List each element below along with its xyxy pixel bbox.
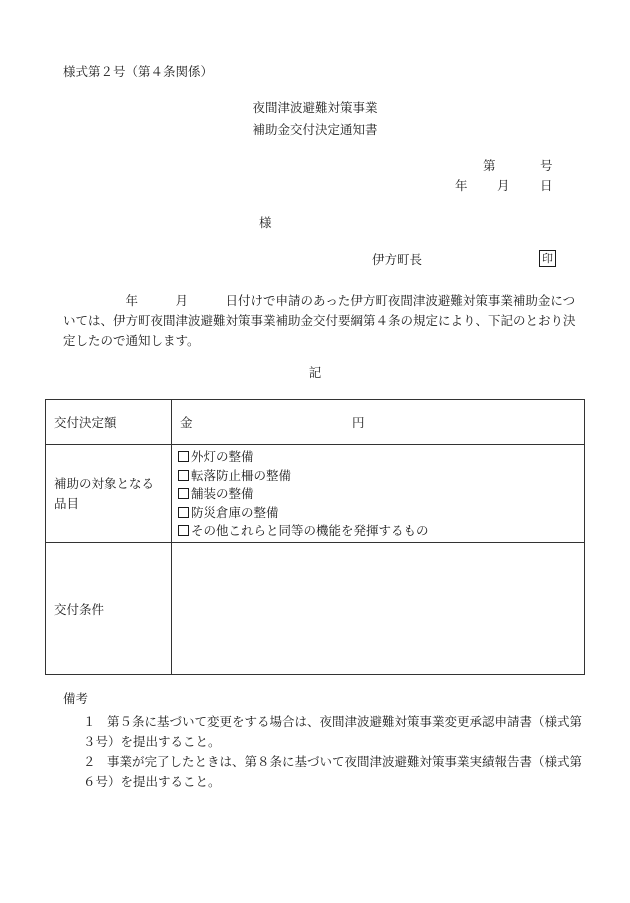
amount-suffix: 円 — [352, 415, 365, 430]
item-label: その他これらと同等の機能を発揮するもの — [191, 523, 429, 539]
item-row — [178, 504, 576, 523]
addressee-honorific: 様 — [259, 215, 272, 230]
table-row-amount — [46, 400, 585, 445]
item-label: 舗装の整備 — [191, 486, 254, 502]
document-title-line-1: 夜間津波避難対策事業 — [252, 100, 378, 115]
sender-title: 伊方町長 — [372, 252, 423, 267]
notice-body-text: 年 月 日付けで申請のあった伊方町夜間津波避難対策事業補助金については、伊方町夜間津波避難対策事業補助金交付要綱第４条の規定により、下記のとおり決定したので通知します。 — [63, 293, 576, 348]
item-row — [178, 522, 576, 541]
ki-heading: 記 — [308, 365, 322, 380]
checkbox[interactable] — [178, 488, 189, 499]
checkbox[interactable] — [178, 470, 189, 481]
item-label: 転落防止柵の整備 — [191, 467, 292, 483]
form-number-label: 様式第２号（第４条関係） — [63, 64, 214, 79]
item-row — [178, 485, 576, 504]
date-day-label: 日 — [540, 178, 553, 193]
checkbox[interactable] — [178, 525, 189, 536]
row-label-amount: 交付決定額 — [46, 400, 172, 445]
conditions-cell — [172, 543, 585, 675]
table-row-conditions — [46, 543, 585, 675]
decision-table — [45, 399, 585, 675]
reference-dai: 第 — [483, 158, 496, 173]
remarks-heading: 備考 — [63, 691, 89, 706]
amount-cell — [172, 400, 585, 445]
remark-number: ２ — [83, 754, 96, 769]
seal-mark: 印 — [539, 250, 556, 267]
item-label: 防災倉庫の整備 — [191, 504, 279, 520]
item-row — [178, 467, 576, 486]
reference-gou: 号 — [540, 158, 553, 173]
amount-prefix: 金 — [180, 415, 193, 430]
checkbox[interactable] — [178, 507, 189, 518]
items-cell — [172, 445, 585, 543]
remark-text: 第５条に基づいて変更をする場合は、夜間津波避難対策事業変更承認申請書（様式第３号）を提出すること。 — [83, 714, 583, 749]
remark-number: １ — [83, 714, 96, 729]
row-label-items: 補助の対象となる品目 — [46, 445, 172, 543]
date-month-label: 月 — [497, 178, 510, 193]
remark-item — [83, 712, 583, 752]
date-year-label: 年 — [455, 178, 468, 193]
item-label: 外灯の整備 — [191, 449, 254, 464]
row-label-conditions: 交付条件 — [46, 543, 172, 675]
item-row — [178, 448, 576, 467]
remark-item — [83, 752, 583, 792]
document-title-line-2: 補助金交付決定通知書 — [252, 122, 378, 137]
remark-text: 事業が完了したときは、第８条に基づいて夜間津波避難対策事業実績報告書（様式第６号）を提出すること。 — [83, 754, 583, 789]
table-row-items — [46, 445, 585, 543]
checkbox[interactable] — [178, 451, 189, 462]
